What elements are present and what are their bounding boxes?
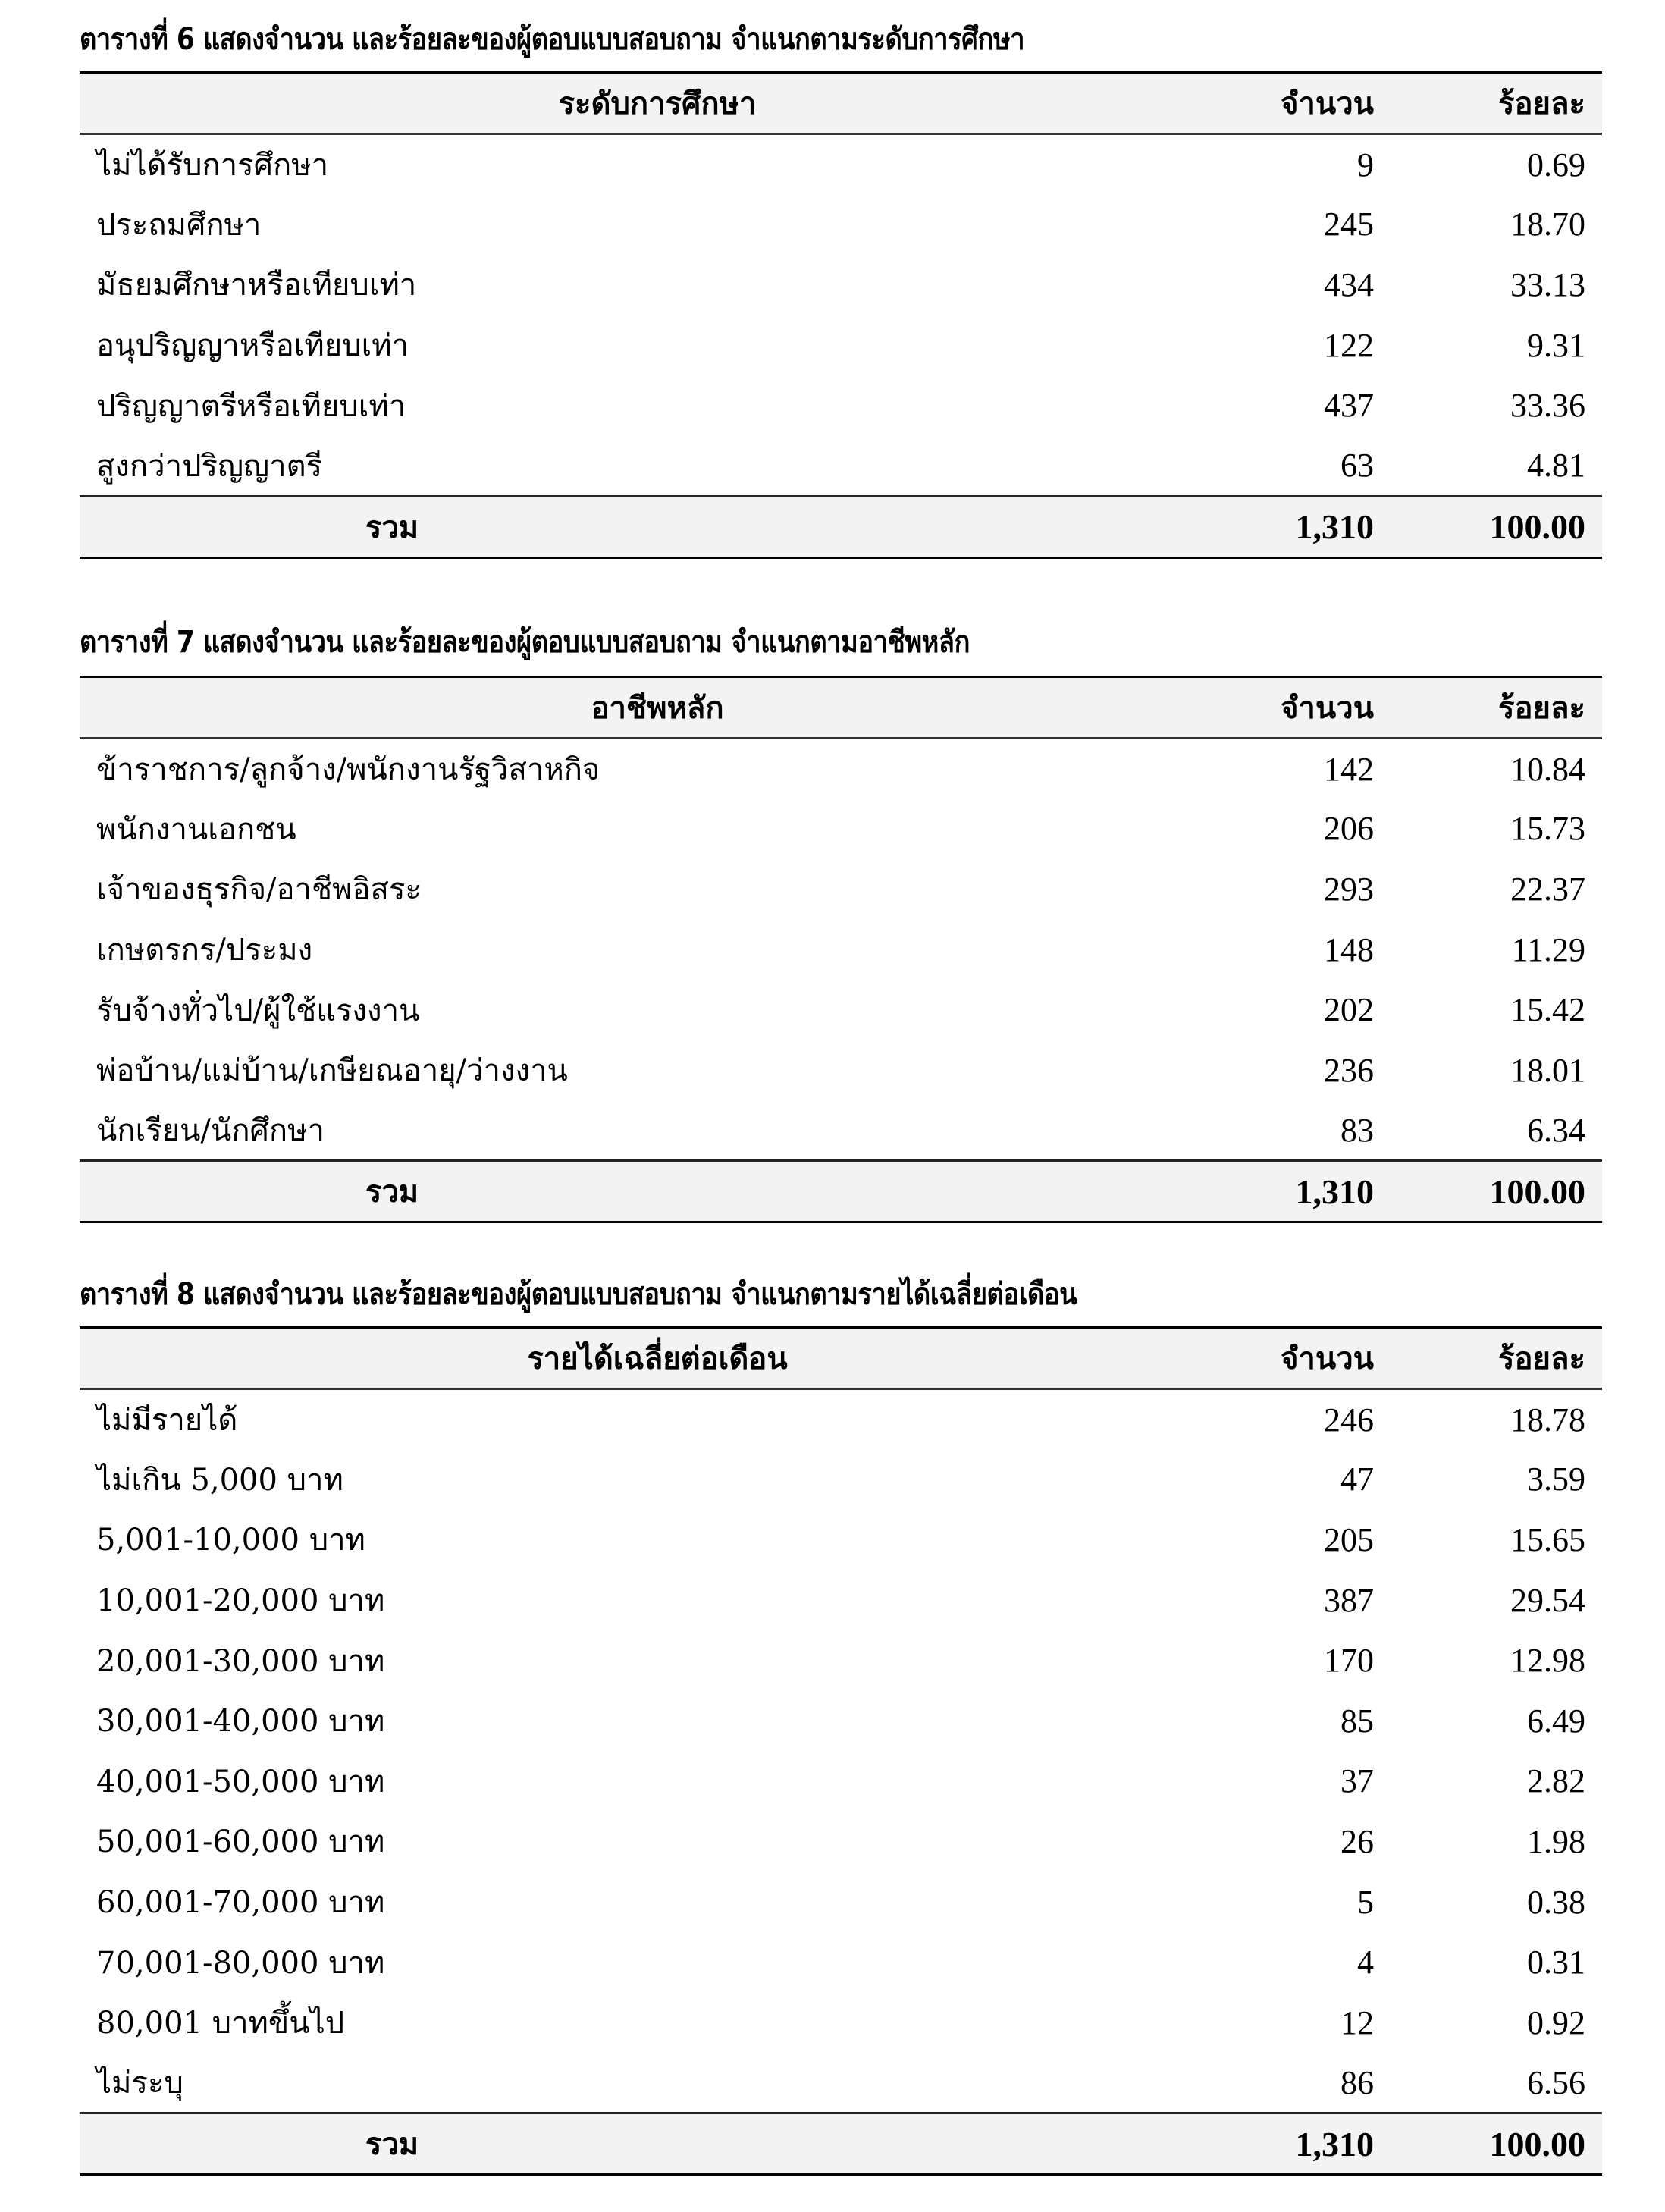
table-header-row (80, 677, 1602, 739)
row-count: 142 (1324, 750, 1374, 788)
table-7-occupation (80, 676, 1602, 1223)
table-row (80, 859, 1602, 920)
table-row (80, 1992, 1602, 2053)
table-row (80, 1100, 1602, 1161)
table-row (80, 1630, 1602, 1691)
row-label: 30,001-40,000 บาท (96, 1704, 385, 1740)
row-label: เจ้าของธุรกิจ/อาชีพอิสระ (96, 872, 422, 908)
table-6-title: ตารางที่ 6 แสดงจำนวน และร้อยละของผู้ตอบแบบสอบถาม จำแนกตามระดับการศึกษา (80, 22, 1025, 57)
total-count: 1,310 (1235, 1161, 1391, 1222)
total-percent: 100.00 (1391, 496, 1602, 557)
row-percent: 11.29 (1511, 930, 1585, 968)
row-count: 26 (1340, 1822, 1374, 1860)
table-row (80, 1690, 1602, 1751)
row-count: 170 (1324, 1642, 1374, 1680)
column-header-count: จำนวน (1235, 1328, 1391, 1389)
table-row (80, 739, 1602, 799)
row-label: ไม่เกิน 5,000 บาท (96, 1462, 343, 1498)
row-count: 122 (1324, 326, 1374, 364)
row-count: 206 (1324, 810, 1374, 848)
row-percent: 22.37 (1510, 870, 1585, 908)
row-percent: 33.36 (1510, 387, 1585, 425)
row-percent: 15.42 (1510, 991, 1585, 1029)
row-label: พ่อบ้าน/แม่บ้าน/เกษียณอายุ/ว่างงาน (96, 1053, 568, 1089)
table-row (80, 255, 1602, 315)
row-count: 293 (1324, 870, 1374, 908)
row-label: 60,001-70,000 บาท (96, 1885, 385, 1921)
row-label: 80,001 บาทขึ้นไป (96, 2006, 345, 2041)
row-percent: 9.31 (1527, 326, 1585, 364)
total-row (80, 2113, 1602, 2175)
column-header-count: จำนวน (1235, 677, 1391, 739)
row-count: 236 (1324, 1051, 1374, 1089)
row-label: มัธยมศึกษาหรือเทียบเท่า (96, 268, 417, 303)
row-percent: 3.59 (1527, 1461, 1585, 1498)
row-label: นักเรียน/นักศึกษา (96, 1113, 325, 1149)
column-header-percent: ร้อยละ (1391, 1328, 1602, 1389)
row-label: 50,001-60,000 บาท (96, 1825, 385, 1860)
table-6-education (80, 71, 1602, 559)
row-count: 246 (1324, 1401, 1374, 1439)
row-percent: 2.82 (1527, 1762, 1585, 1800)
table-8-income (80, 1326, 1602, 2176)
table-row (80, 980, 1602, 1040)
total-label: รวม (80, 496, 1235, 557)
row-label: ข้าราชการ/ลูกจ้าง/พนักงานรัฐวิสาหกิจ (96, 752, 600, 788)
row-label: 20,001-30,000 บาท (96, 1643, 385, 1679)
table-row (80, 194, 1602, 255)
row-count: 205 (1324, 1520, 1374, 1558)
table-header-row (80, 1328, 1602, 1389)
row-count: 202 (1324, 991, 1374, 1029)
row-label: ไม่มีรายได้ (96, 1403, 238, 1439)
row-percent: 4.81 (1527, 447, 1585, 485)
table-row (80, 1751, 1602, 1812)
column-header-occupation: อาชีพหลัก (80, 677, 1235, 739)
row-percent: 18.78 (1510, 1401, 1585, 1439)
column-header-education-level: ระดับการศึกษา (80, 73, 1235, 134)
table-row (80, 799, 1602, 859)
table-row (80, 375, 1602, 436)
row-count: 86 (1340, 2063, 1374, 2101)
row-count: 37 (1340, 1762, 1374, 1800)
row-label: 10,001-20,000 บาท (96, 1583, 385, 1619)
row-count: 83 (1340, 1111, 1374, 1149)
column-header-percent: ร้อยละ (1391, 73, 1602, 134)
row-percent: 1.98 (1527, 1822, 1585, 1860)
row-percent: 0.69 (1527, 146, 1585, 184)
row-count: 85 (1340, 1702, 1374, 1740)
column-header-monthly-income: รายได้เฉลี่ยต่อเดือน (80, 1328, 1235, 1389)
row-percent: 0.31 (1527, 1944, 1585, 1981)
row-label: ประถมศึกษา (96, 207, 262, 243)
table-row (80, 1812, 1602, 1872)
row-count: 5 (1357, 1883, 1374, 1921)
row-count: 148 (1324, 930, 1374, 968)
row-percent: 0.38 (1527, 1883, 1585, 1921)
total-label: รวม (80, 1161, 1235, 1222)
row-label: เกษตรกร/ประมง (96, 933, 313, 968)
row-count: 47 (1340, 1461, 1374, 1498)
row-count: 387 (1324, 1581, 1374, 1619)
row-count: 437 (1324, 387, 1374, 425)
total-percent: 100.00 (1391, 1161, 1602, 1222)
row-percent: 0.92 (1527, 2003, 1585, 2041)
row-label: อนุปริญญาหรือเทียบเท่า (96, 328, 409, 364)
row-percent: 18.01 (1510, 1051, 1585, 1089)
table-8-title: ตารางที่ 8 แสดงจำนวน และร้อยละของผู้ตอบแบบสอบถาม จำแนกตามรายได้เฉลี่ยต่อเดือน (80, 1277, 1077, 1312)
total-row (80, 496, 1602, 557)
row-count: 434 (1324, 265, 1374, 303)
table-row (80, 1449, 1602, 1510)
total-count: 1,310 (1235, 496, 1391, 557)
table-7-title: ตารางที่ 7 แสดงจำนวน และร้อยละของผู้ตอบแบบสอบถาม จำแนกตามอาชีพหลัก (80, 625, 970, 660)
row-percent: 15.65 (1510, 1520, 1585, 1558)
table-row (80, 1872, 1602, 1932)
table-header-row (80, 73, 1602, 134)
row-percent: 10.84 (1510, 750, 1585, 788)
total-count: 1,310 (1235, 2113, 1391, 2175)
row-count: 63 (1340, 447, 1374, 485)
row-percent: 6.49 (1527, 1702, 1585, 1740)
table-row (80, 1570, 1602, 1630)
total-label: รวม (80, 2113, 1235, 2175)
row-label: ไม่ระบุ (96, 2066, 183, 2101)
table-row (80, 1932, 1602, 1993)
row-count: 4 (1357, 1944, 1374, 1981)
row-label: 40,001-50,000 บาท (96, 1764, 385, 1799)
row-percent: 6.56 (1527, 2063, 1585, 2101)
row-count: 12 (1340, 2003, 1374, 2041)
row-label: รับจ้างทั่วไป/ผู้ใช้แรงงาน (96, 993, 420, 1028)
total-row (80, 1161, 1602, 1222)
table-row (80, 134, 1602, 195)
row-label: พนักงานเอกชน (96, 811, 296, 847)
table-row (80, 1040, 1602, 1100)
row-percent: 12.98 (1510, 1642, 1585, 1680)
table-row (80, 2053, 1602, 2113)
row-percent: 18.70 (1510, 206, 1585, 243)
row-percent: 33.13 (1510, 265, 1585, 303)
total-percent: 100.00 (1391, 2113, 1602, 2175)
row-count: 245 (1324, 206, 1374, 243)
column-header-percent: ร้อยละ (1391, 677, 1602, 739)
table-row (80, 1389, 1602, 1450)
table-row (80, 435, 1602, 496)
table-row (80, 919, 1602, 980)
row-label: ปริญญาตรีหรือเทียบเท่า (96, 388, 406, 424)
table-row (80, 315, 1602, 375)
row-percent: 15.73 (1510, 810, 1585, 848)
row-percent: 29.54 (1510, 1581, 1585, 1619)
row-label: ไม่ได้รับการศึกษา (96, 148, 329, 184)
column-header-count: จำนวน (1235, 73, 1391, 134)
row-count: 9 (1357, 146, 1374, 184)
table-row (80, 1510, 1602, 1570)
row-label: 5,001-10,000 บาท (96, 1523, 365, 1558)
row-percent: 6.34 (1527, 1111, 1585, 1149)
row-label: สูงกว่าปริญญาตรี (96, 448, 323, 484)
row-label: 70,001-80,000 บาท (96, 1945, 385, 1981)
